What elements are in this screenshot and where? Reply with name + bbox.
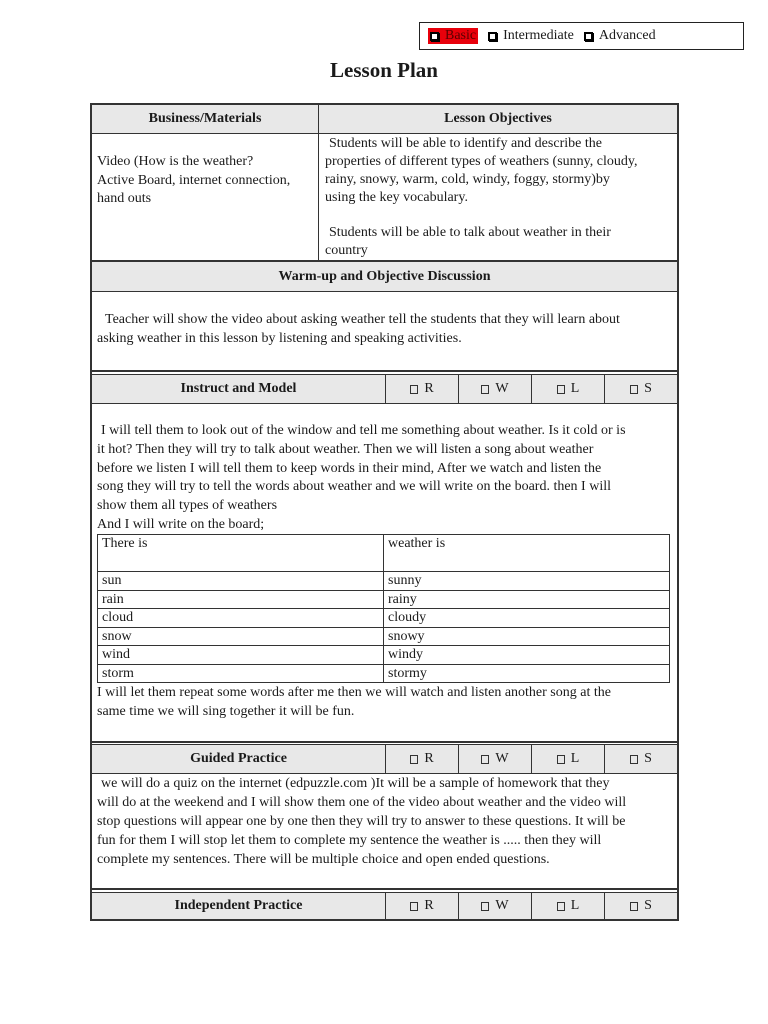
warmup-line: asking weather in this lesson by listening and speaking activities. <box>97 330 462 346</box>
warmup-header <box>92 262 677 291</box>
divider <box>92 133 677 134</box>
materials-line: Video (How is the weather? <box>97 154 254 169</box>
guided-line: fun for them I will stop let them to complete my sentence the weather is ..... then they will <box>97 833 602 848</box>
guided-line: stop questions will appear one by one then they will try to answer to these questions. It will be <box>97 814 626 829</box>
instruct-after-line: I will let them repeat some words after me then we will watch and listen another song at the <box>97 685 611 700</box>
skill-writing[interactable] <box>458 745 531 773</box>
objectives-spacer <box>325 207 675 224</box>
warmup-line: Teacher will show the video about asking weather tell the students that they will learn about <box>105 312 620 327</box>
checkbox-icon <box>481 902 489 911</box>
skill-speaking[interactable] <box>604 893 677 919</box>
table-header-cell: weather is <box>384 535 670 572</box>
table-row <box>98 609 670 628</box>
guided-text <box>97 774 672 869</box>
materials-objectives-header <box>92 105 677 133</box>
skill-speaking[interactable] <box>604 745 677 773</box>
instruct-header <box>92 374 677 403</box>
skill-label: W <box>495 751 509 766</box>
table-header-cell: There is <box>98 535 384 572</box>
skill-label: L <box>570 751 580 766</box>
table-cell: wind <box>98 646 384 665</box>
table-cell: rain <box>98 590 384 609</box>
table-row <box>98 646 670 665</box>
skill-listening[interactable] <box>531 375 604 403</box>
skill-label: L <box>570 381 580 396</box>
level-selector <box>419 22 744 50</box>
checkbox-icon <box>481 755 489 764</box>
skill-reading[interactable] <box>385 375 458 403</box>
skill-label: R <box>424 898 434 913</box>
objectives-line: country <box>325 243 368 258</box>
skill-label: S <box>644 898 652 913</box>
instruct-text <box>97 422 672 535</box>
skill-label: R <box>424 381 434 396</box>
divider <box>92 403 677 404</box>
checkbox-icon <box>488 32 497 41</box>
skill-reading[interactable] <box>385 893 458 919</box>
table-cell: snow <box>98 627 384 646</box>
materials-heading: Business/Materials <box>148 111 262 126</box>
materials-line: Active Board, internet connection, <box>97 172 291 188</box>
divider <box>92 888 677 890</box>
table-row <box>98 590 670 609</box>
skill-label: W <box>495 898 509 913</box>
divider <box>92 370 677 372</box>
instruct-after-line: same time we will sing together it will be fun. <box>97 704 355 719</box>
objectives-line: using the key vocabulary. <box>325 190 468 205</box>
level-label: Advanced <box>598 28 656 43</box>
materials-text <box>97 153 312 209</box>
page-title: Lesson Plan <box>330 58 438 82</box>
instruct-line: song they will try to tell the words about weather and we will write on the board. then I will <box>97 479 611 495</box>
objectives-line: rainy, snowy, warm, cold, windy, foggy, stormy)by <box>325 172 610 187</box>
table-cell: snowy <box>384 627 670 646</box>
level-label: Basic <box>445 28 477 43</box>
skill-listening[interactable] <box>531 893 604 919</box>
skill-reading[interactable] <box>385 745 458 773</box>
instruct-line: it hot? Then they will try to talk about weather. Then we will listen a song about weather <box>97 441 594 457</box>
skill-label: W <box>495 381 509 396</box>
skill-label: S <box>644 381 652 396</box>
table-row <box>98 627 670 646</box>
divider <box>92 741 677 743</box>
checkbox-icon <box>410 755 418 764</box>
guided-header <box>92 744 677 773</box>
table-cell: sun <box>98 572 384 591</box>
table-cell: rainy <box>384 590 670 609</box>
checkbox-icon <box>557 902 565 911</box>
checkbox-icon <box>584 32 593 41</box>
table-cell: cloud <box>98 609 384 628</box>
objectives-line: properties of different types of weathers (sunny, cloudy, <box>325 154 638 169</box>
level-option-advanced[interactable] <box>584 28 656 44</box>
instruct-after-text <box>97 683 672 721</box>
table-cell: windy <box>384 646 670 665</box>
instruct-heading: Instruct and Model <box>180 381 297 396</box>
divider <box>92 291 677 292</box>
skill-label: S <box>644 751 652 766</box>
checkbox-icon <box>410 902 418 911</box>
level-option-intermediate[interactable] <box>488 28 574 44</box>
warmup-text <box>97 311 672 348</box>
guided-line: complete my sentences. There will be multiple choice and open ended questions. <box>97 852 550 867</box>
table-cell: storm <box>98 664 384 683</box>
level-label: Intermediate <box>503 28 574 43</box>
skill-label: L <box>570 898 580 913</box>
table-cell: sunny <box>384 572 670 591</box>
checkbox-icon <box>630 902 638 911</box>
skill-listening[interactable] <box>531 745 604 773</box>
instruct-line: show them all types of weathers <box>97 498 278 514</box>
checkbox-icon <box>557 385 565 394</box>
objectives-heading: Lesson Objectives <box>318 105 677 133</box>
skill-writing[interactable] <box>458 375 531 403</box>
checkbox-icon <box>410 385 418 394</box>
independent-header <box>92 892 677 919</box>
checkbox-icon <box>481 385 489 394</box>
table-cell: stormy <box>384 664 670 683</box>
skill-writing[interactable] <box>458 893 531 919</box>
instruct-line: And I will write on the board; <box>97 516 265 532</box>
objectives-line: Students will be able to talk about weather in their <box>329 225 611 240</box>
guided-line: will do at the weekend and I will show them one of the video about weather and the video will <box>97 795 627 810</box>
table-row <box>98 664 670 683</box>
materials-line: hand outs <box>97 191 152 206</box>
table-header-row <box>98 535 670 572</box>
divider <box>318 133 319 260</box>
instruct-line: I will tell them to look out of the window and tell me something about weather. Is it cold or is <box>101 423 626 438</box>
skill-label: R <box>424 751 434 766</box>
guided-line: we will do a quiz on the internet (edpuzzle.com )It will be a sample of homework that they <box>101 776 610 791</box>
table-row <box>98 572 670 591</box>
checkbox-icon <box>630 755 638 764</box>
checkbox-icon <box>630 385 638 394</box>
warmup-heading: Warm-up and Objective Discussion <box>278 268 491 284</box>
level-option-basic[interactable] <box>428 28 478 44</box>
independent-heading: Independent Practice <box>174 898 303 913</box>
checkbox-icon <box>430 32 439 41</box>
guided-heading: Guided Practice <box>190 751 287 766</box>
objectives-line: Students will be able to identify and describe the <box>329 136 602 151</box>
instruct-line: before we listen I will tell them to keep words in their mind, After we watch and listen the <box>97 460 602 476</box>
skill-speaking[interactable] <box>604 375 677 403</box>
table-cell: cloudy <box>384 609 670 628</box>
objectives-text <box>325 135 675 260</box>
checkbox-icon <box>557 755 565 764</box>
vocabulary-table <box>97 534 670 683</box>
